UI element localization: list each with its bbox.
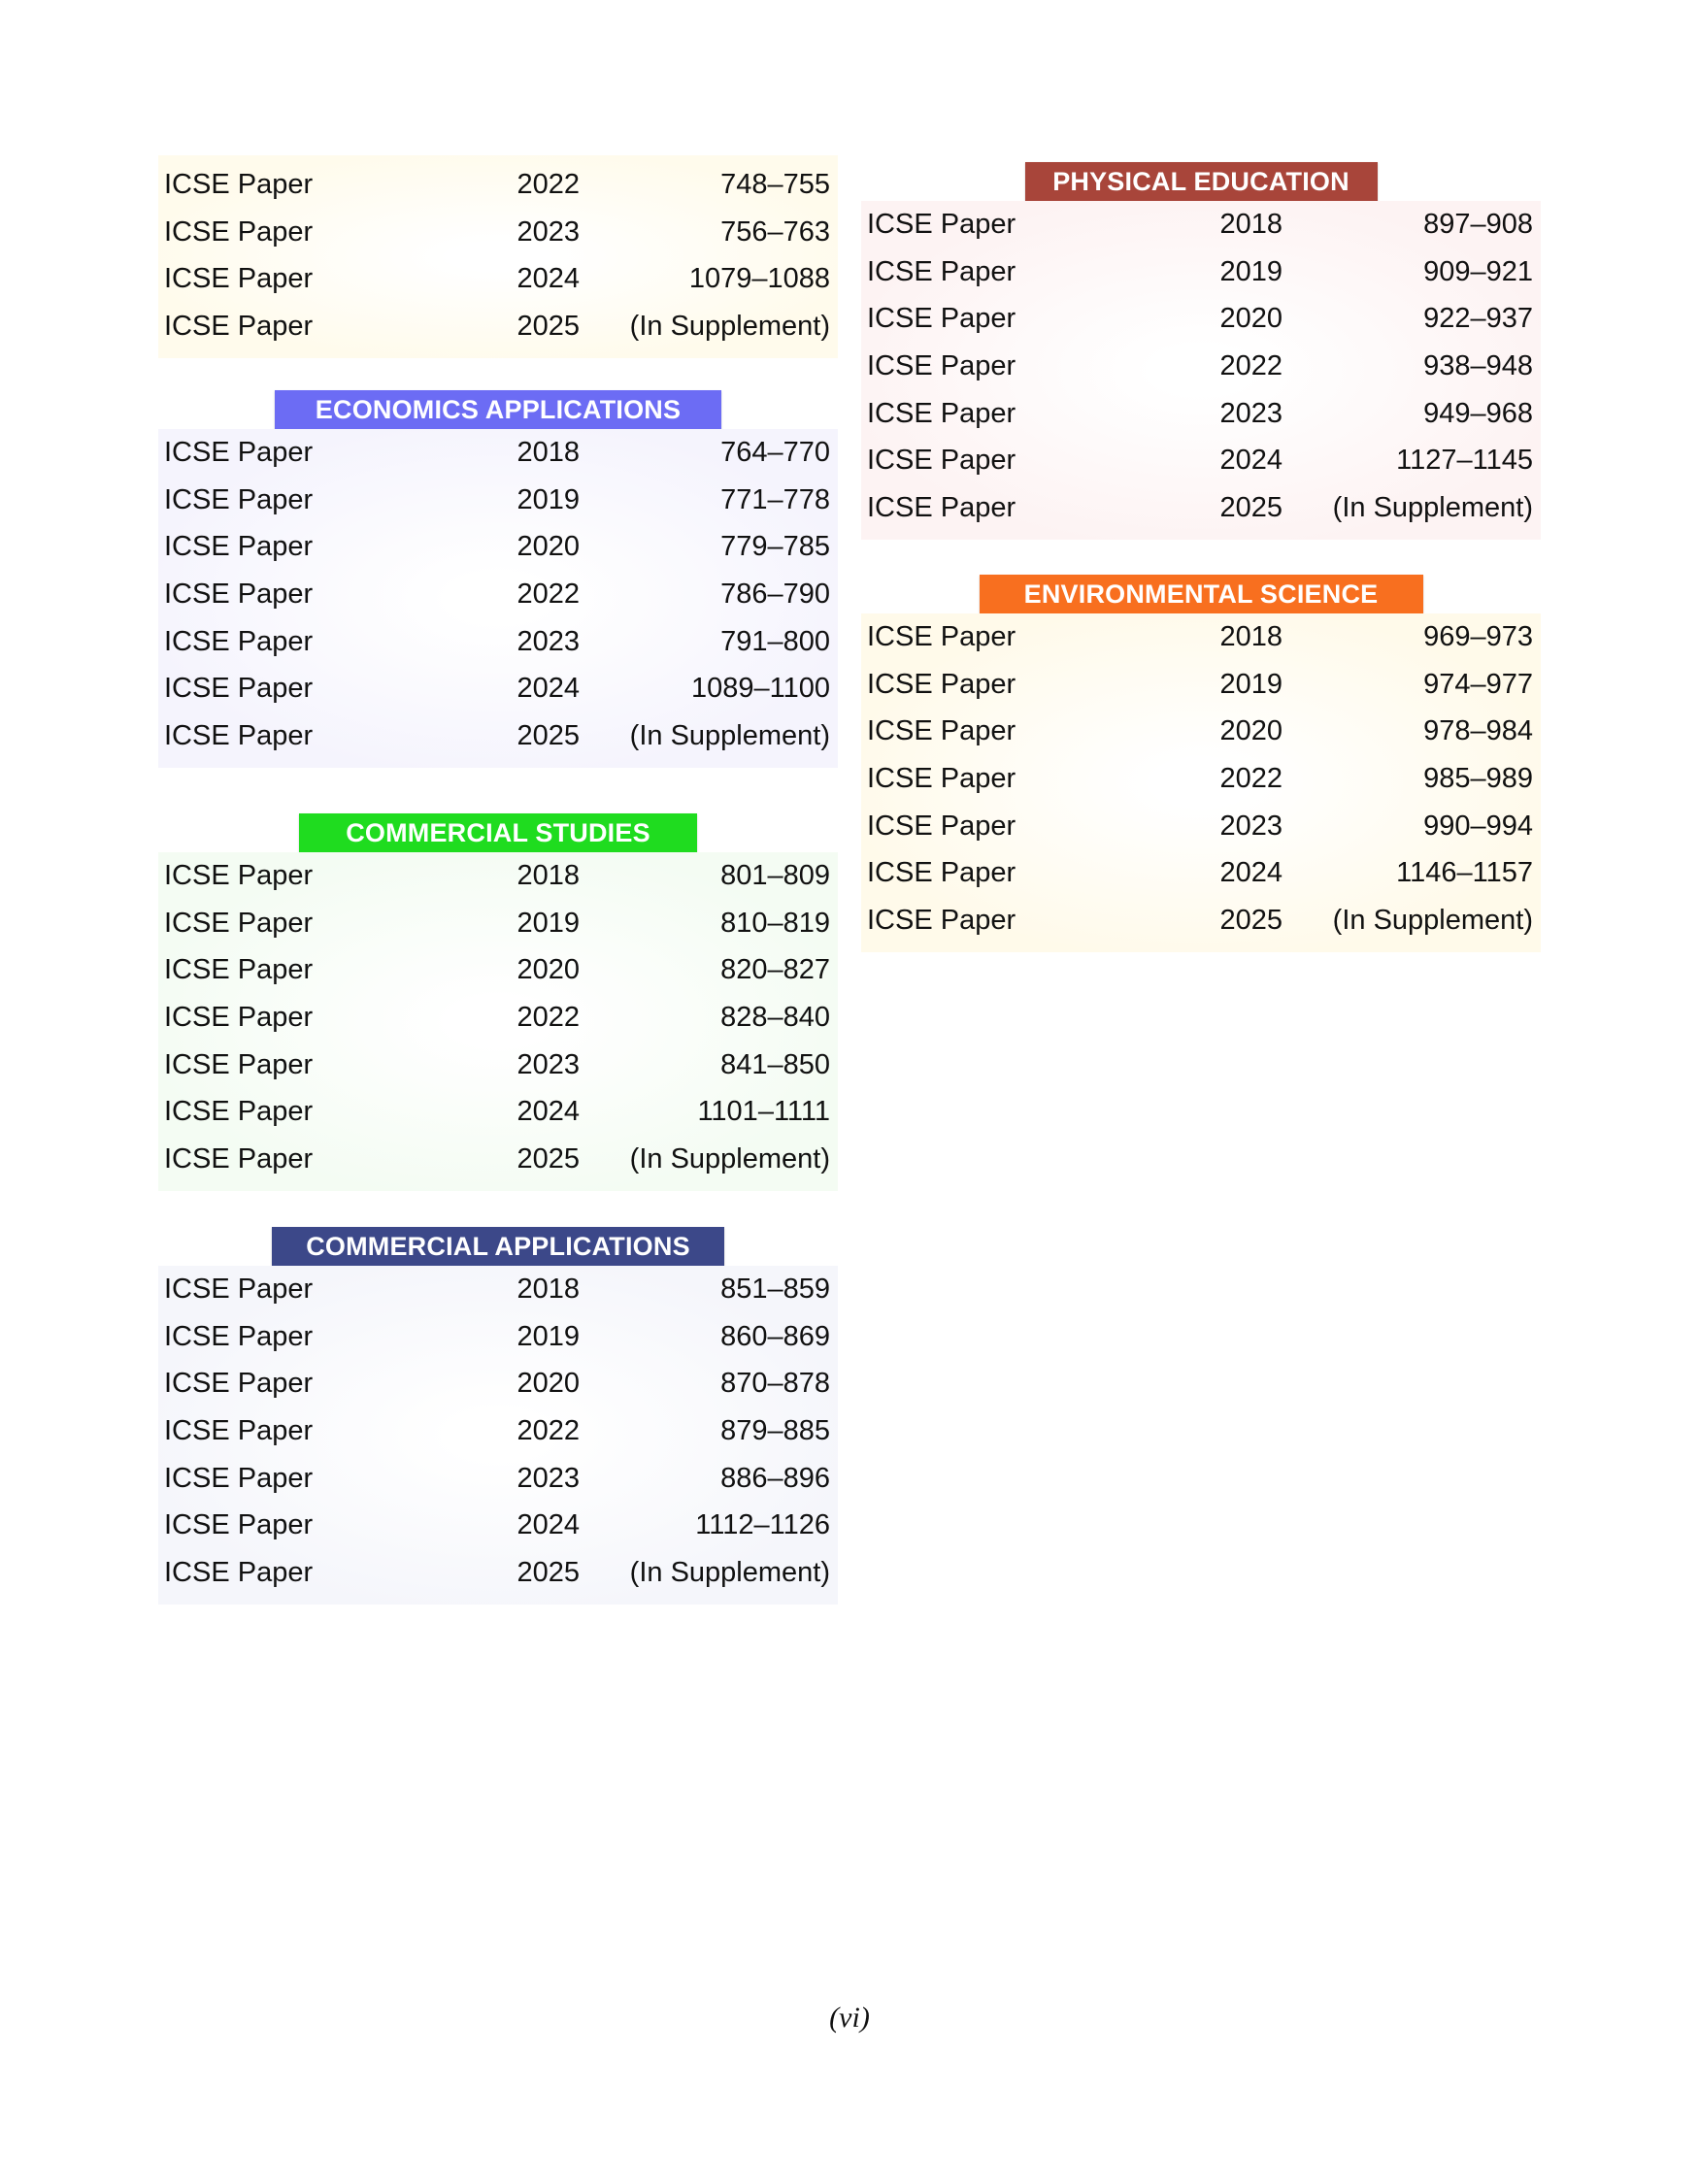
paper-year: 2025: [516, 720, 580, 752]
page-range: 801–809: [720, 860, 830, 891]
paper-year: 2025: [1219, 905, 1283, 937]
paper-label: ICSE Paper: [164, 263, 314, 295]
paper-list: [861, 613, 1541, 952]
paper-label: ICSE Paper: [867, 810, 1016, 842]
list-item: [158, 1455, 838, 1503]
page-range: 897–908: [1423, 209, 1533, 240]
paper-label: ICSE Paper: [867, 857, 1016, 889]
page-range: 949–968: [1423, 397, 1533, 429]
paper-year: 2022: [516, 1002, 580, 1034]
page-range: 922–937: [1423, 303, 1533, 335]
list-item: [158, 946, 838, 994]
paper-year: 2020: [516, 1368, 580, 1400]
page-range: 1112–1126: [695, 1509, 830, 1541]
page-range: 771–778: [720, 483, 830, 515]
page-range: 879–885: [720, 1415, 830, 1447]
paper-label: ICSE Paper: [867, 763, 1016, 795]
page-range: 820–827: [720, 954, 830, 986]
paper-year: 2022: [1219, 350, 1283, 382]
paper-label: ICSE Paper: [164, 579, 314, 611]
page-range: (In Supplement): [1332, 905, 1533, 937]
section-physical-education: [861, 162, 1541, 540]
paper-label: ICSE Paper: [867, 905, 1016, 937]
paper-year: 2025: [516, 1557, 580, 1589]
paper-list: [158, 1266, 838, 1605]
page-range: 1146–1157: [1396, 857, 1533, 889]
paper-label: ICSE Paper: [164, 169, 314, 200]
page-range: 1079–1088: [688, 263, 830, 295]
list-item: [861, 849, 1541, 897]
paper-year: 2023: [516, 215, 580, 248]
list-item: [158, 255, 838, 303]
page-range: 886–896: [720, 1462, 830, 1494]
paper-label: ICSE Paper: [164, 215, 314, 248]
paper-year: 2023: [516, 1048, 580, 1080]
page-range: 851–859: [720, 1274, 830, 1305]
page-range: (In Supplement): [1332, 492, 1533, 524]
paper-year: 2023: [1219, 810, 1283, 842]
list-item: [861, 343, 1541, 390]
page-range: 985–989: [1423, 763, 1533, 795]
paper-label: ICSE Paper: [867, 255, 1016, 287]
list-item: [158, 1360, 838, 1407]
list-item: [158, 571, 838, 618]
paper-label: ICSE Paper: [164, 673, 314, 705]
section-heading: ECONOMICS APPLICATIONS: [275, 390, 721, 429]
list-item: [861, 201, 1541, 248]
list-item: [158, 1136, 838, 1183]
paper-list: [158, 155, 838, 358]
paper-label: ICSE Paper: [867, 715, 1016, 747]
paper-year: 2019: [516, 1320, 580, 1352]
list-item: [158, 1088, 838, 1136]
paper-label: ICSE Paper: [164, 437, 314, 468]
list-item: [158, 1266, 838, 1313]
paper-year: 2018: [516, 437, 580, 468]
paper-label: ICSE Paper: [867, 668, 1016, 700]
paper-list: [158, 852, 838, 1191]
page-range: (In Supplement): [629, 720, 830, 752]
paper-year: 2023: [516, 1462, 580, 1494]
paper-label: ICSE Paper: [867, 397, 1016, 429]
paper-label: ICSE Paper: [164, 531, 314, 563]
paper-year: 2018: [516, 1274, 580, 1305]
paper-label: ICSE Paper: [164, 1509, 314, 1541]
paper-year: 2023: [516, 625, 580, 657]
page-range: (In Supplement): [629, 311, 830, 343]
page-range: 1101–1111: [697, 1096, 830, 1128]
paper-label: ICSE Paper: [867, 209, 1016, 240]
paper-year: 2024: [1219, 445, 1283, 477]
paper-label: ICSE Paper: [164, 1274, 314, 1305]
paper-label: ICSE Paper: [164, 860, 314, 891]
list-item: [158, 429, 838, 477]
list-item: [158, 1313, 838, 1361]
section-commercial-studies: [158, 813, 838, 1191]
paper-label: ICSE Paper: [867, 492, 1016, 524]
page-range: 938–948: [1423, 350, 1533, 382]
page-range: (In Supplement): [629, 1143, 830, 1175]
paper-label: ICSE Paper: [867, 621, 1016, 652]
page-range: 870–878: [720, 1368, 830, 1400]
paper-label: ICSE Paper: [867, 445, 1016, 477]
paper-label: ICSE Paper: [164, 1462, 314, 1494]
paper-year: 2024: [516, 673, 580, 705]
page-range: 764–770: [720, 437, 830, 468]
paper-year: 2020: [1219, 715, 1283, 747]
list-item: [861, 708, 1541, 755]
paper-label: ICSE Paper: [164, 1143, 314, 1175]
paper-year: 2024: [516, 1096, 580, 1128]
paper-label: ICSE Paper: [164, 483, 314, 515]
page-range: 786–790: [720, 579, 830, 611]
paper-label: ICSE Paper: [164, 720, 314, 752]
paper-year: 2024: [516, 263, 580, 295]
page-range: 810–819: [720, 907, 830, 939]
list-item: [861, 755, 1541, 803]
list-item: [158, 1549, 838, 1597]
section-environmental-science: [861, 575, 1541, 952]
list-item: [158, 618, 838, 666]
list-item: [861, 484, 1541, 532]
paper-label: ICSE Paper: [164, 625, 314, 657]
paper-label: ICSE Paper: [164, 1415, 314, 1447]
page-range: 909–921: [1423, 255, 1533, 287]
paper-year: 2019: [1219, 255, 1283, 287]
paper-label: ICSE Paper: [867, 303, 1016, 335]
section-heading: ENVIRONMENTAL SCIENCE: [980, 575, 1423, 613]
paper-year: 2022: [516, 579, 580, 611]
paper-year: 2022: [516, 169, 580, 200]
page-range: 756–763: [720, 215, 830, 248]
paper-year: 2020: [516, 531, 580, 563]
paper-label: ICSE Paper: [164, 954, 314, 986]
paper-label: ICSE Paper: [164, 1320, 314, 1352]
page-range: 841–850: [720, 1048, 830, 1080]
paper-label: ICSE Paper: [164, 1096, 314, 1128]
list-item: [861, 437, 1541, 484]
page-range: 1089–1100: [690, 673, 830, 705]
list-item: [158, 209, 838, 256]
list-item: [158, 523, 838, 571]
section-commercial-applications: [158, 1227, 838, 1605]
page-number: (vi): [829, 2002, 870, 2034]
list-item: [158, 665, 838, 712]
section-heading: COMMERCIAL STUDIES: [299, 813, 697, 852]
list-item: [861, 897, 1541, 944]
list-item: [158, 900, 838, 947]
page-range: 969–973: [1423, 621, 1533, 652]
section-economics-applications: [158, 390, 838, 768]
list-item: [158, 994, 838, 1042]
paper-label: ICSE Paper: [164, 1368, 314, 1400]
page-range: 974–977: [1423, 668, 1533, 700]
page-range: 748–755: [720, 169, 830, 200]
page-range: (In Supplement): [629, 1557, 830, 1589]
paper-year: 2019: [516, 907, 580, 939]
page-range: 791–800: [720, 625, 830, 657]
paper-label: ICSE Paper: [164, 311, 314, 343]
list-item: [861, 390, 1541, 438]
list-item: [861, 661, 1541, 709]
page-range: 860–869: [720, 1320, 830, 1352]
paper-year: 2023: [1219, 397, 1283, 429]
paper-list: [158, 429, 838, 768]
list-item: [861, 295, 1541, 343]
paper-label: ICSE Paper: [164, 1002, 314, 1034]
list-item: [861, 613, 1541, 661]
list-item: [158, 1407, 838, 1455]
paper-year: 2022: [516, 1415, 580, 1447]
paper-label: ICSE Paper: [164, 1557, 314, 1589]
list-item: [861, 248, 1541, 296]
page-range: 978–984: [1423, 715, 1533, 747]
paper-year: 2025: [516, 1143, 580, 1175]
list-item: [158, 852, 838, 900]
paper-year: 2019: [1219, 668, 1283, 700]
paper-list: [861, 201, 1541, 540]
section-continued: [158, 155, 838, 358]
page-range: 779–785: [720, 531, 830, 563]
paper-year: 2020: [1219, 303, 1283, 335]
list-item: [861, 803, 1541, 850]
list-item: [158, 161, 838, 209]
paper-year: 2020: [516, 954, 580, 986]
page-range: 1127–1145: [1396, 445, 1533, 477]
list-item: [158, 477, 838, 524]
paper-year: 2018: [516, 860, 580, 891]
paper-year: 2022: [1219, 763, 1283, 795]
paper-year: 2019: [516, 483, 580, 515]
list-item: [158, 1042, 838, 1089]
page-range: 828–840: [720, 1002, 830, 1034]
paper-year: 2018: [1219, 209, 1283, 240]
page-range: 990–994: [1423, 810, 1533, 842]
section-heading: PHYSICAL EDUCATION: [1025, 162, 1378, 201]
section-heading: COMMERCIAL APPLICATIONS: [272, 1227, 724, 1266]
paper-label: ICSE Paper: [164, 907, 314, 939]
paper-label: ICSE Paper: [164, 1048, 314, 1080]
paper-year: 2024: [1219, 857, 1283, 889]
paper-year: 2018: [1219, 621, 1283, 652]
paper-label: ICSE Paper: [867, 350, 1016, 382]
list-item: [158, 303, 838, 350]
list-item: [158, 1502, 838, 1549]
paper-year: 2024: [516, 1509, 580, 1541]
paper-year: 2025: [1219, 492, 1283, 524]
list-item: [158, 712, 838, 760]
paper-year: 2025: [516, 311, 580, 343]
